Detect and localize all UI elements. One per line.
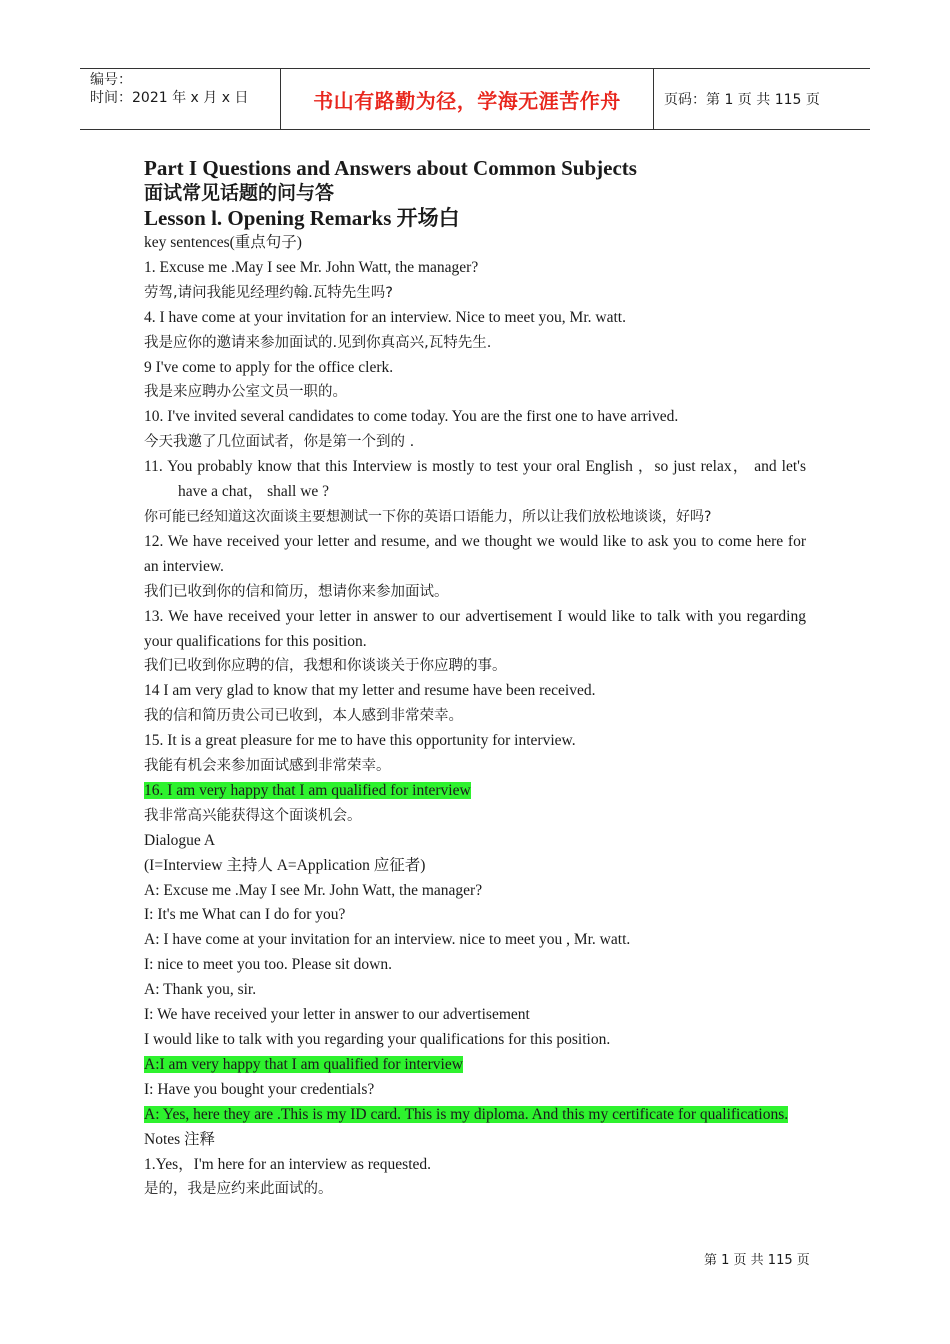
sentence-14-translation: 我的信和简历贵公司已收到，本人感到非常荣幸。 (144, 708, 463, 725)
sentence-10-translation: 今天我邀了几位面试者，你是第一个到的 . (144, 434, 415, 451)
motto-text: 书山有路勤为径，学海无涯苦作舟 (313, 88, 621, 113)
sentence-14: 14 I am very glad to know that my letter and resume have been received. (144, 682, 596, 700)
header-meta (80, 69, 281, 129)
dialogue-line: I: We have received your letter in answer to our advertisement (144, 1006, 530, 1024)
dialogue-title: Dialogue A (144, 831, 216, 849)
sentence-16-translation: 我非常高兴能获得这个面谈机会。 (144, 807, 362, 824)
sentence-15: 15. It is a great pleasure for me to have this opportunity for interview. (144, 732, 576, 750)
page-footer: 第 1 页 共 115 页 (704, 1253, 810, 1268)
sentence-4: 4. I have come at your invitation for an interview. Nice to meet you, Mr. watt. (144, 308, 626, 326)
sentence-12-translation: 我们已收到你的信和简历，想请你来参加面试。 (144, 583, 449, 600)
sentence-15-translation: 我能有机会来参加面试感到非常荣幸。 (144, 758, 391, 775)
dialogue-line: I: It's me What can I do for you? (144, 906, 346, 924)
lesson-title: Lesson l. Opening Remarks 开场白 (144, 206, 460, 230)
dialogue-line-highlighted: A: Yes, here they are .This is my ID card. This is my diploma. And this my certificate for qualifications. (144, 1105, 789, 1123)
dialogue-line: I would like to talk with you regarding your qualifications for this position. (144, 1031, 611, 1048)
dialogue-line: A: I have come at your invitation for an interview. nice to meet you , Mr. watt. (144, 931, 631, 949)
dialogue-roles: (I=Interview 主持人 A=Application 应征者) (144, 856, 426, 874)
notes-title: Notes 注释 (144, 1130, 216, 1148)
sentence-1-translation: 劳驾,请问我能见经理约翰.瓦特先生吗? (144, 284, 393, 301)
sentence-11-translation: 你可能已经知道这次面谈主要想测试一下你的英语口语能力，所以让我们放松地谈谈，好吗? (144, 508, 712, 525)
part-title-cn: 面试常见话题的问与答 (144, 182, 335, 204)
note-1: 1.Yes，I'm here for an interview as requested. (144, 1155, 432, 1173)
sentence-11: 11. You probably know that this Interview is mostly to test your oral English ，so just relax， and let's have a chat， shall we ? (144, 458, 806, 501)
document-body (144, 156, 806, 1202)
dialogue-line: A: Thank you, sir. (144, 981, 257, 999)
sentence-4-translation: 我是应你的邀请来参加面试的.见到你真高兴,瓦特先生. (144, 334, 492, 351)
sentence-10: 10. I've invited several candidates to come today. You are the first one to have arrived. (144, 408, 679, 426)
key-sentences-heading: key sentences(重点句子) (144, 234, 302, 251)
dialogue-line-highlighted: A:I am very happy that I am qualified for interview (144, 1055, 463, 1073)
note-1-translation: 是的，我是应约来此面试的。 (144, 1181, 333, 1198)
page-header (80, 68, 870, 130)
sentence-12: 12. We have received your letter and resume, and we thought we would like to ask you to come here for an interview. (144, 532, 806, 575)
number-label: 编号： (90, 72, 132, 88)
sentence-9: 9 I've come to apply for the office clerk. (144, 358, 394, 376)
sentence-16-highlighted: 16. I am very happy that I am qualified for interview (144, 781, 471, 799)
time-label: 时间：2021 年 x 月 x 日 (90, 90, 249, 106)
part-title: Part I Questions and Answers about Common Subjects (144, 156, 637, 180)
header-page-info: 页码：第 1 页 共 115 页 (664, 92, 820, 108)
sentence-13: 13. We have received your letter in answer to our advertisement I would like to talk with you regarding your qualifications for this position. (144, 607, 806, 650)
dialogue-line: I: nice to meet you too. Please sit down. (144, 956, 392, 974)
sentence-13-translation: 我们已收到你应聘的信，我想和你谈谈关于你应聘的事。 (144, 658, 507, 675)
sentence-1: 1. Excuse me .May I see Mr. John Watt, the manager? (144, 258, 479, 276)
header-motto-cell (281, 69, 654, 129)
dialogue-line: A: Excuse me .May I see Mr. John Watt, the manager? (144, 881, 483, 899)
dialogue-line: I: Have you bought your credentials? (144, 1080, 375, 1098)
sentence-9-translation: 我是来应聘办公室文员一职的。 (144, 384, 347, 401)
